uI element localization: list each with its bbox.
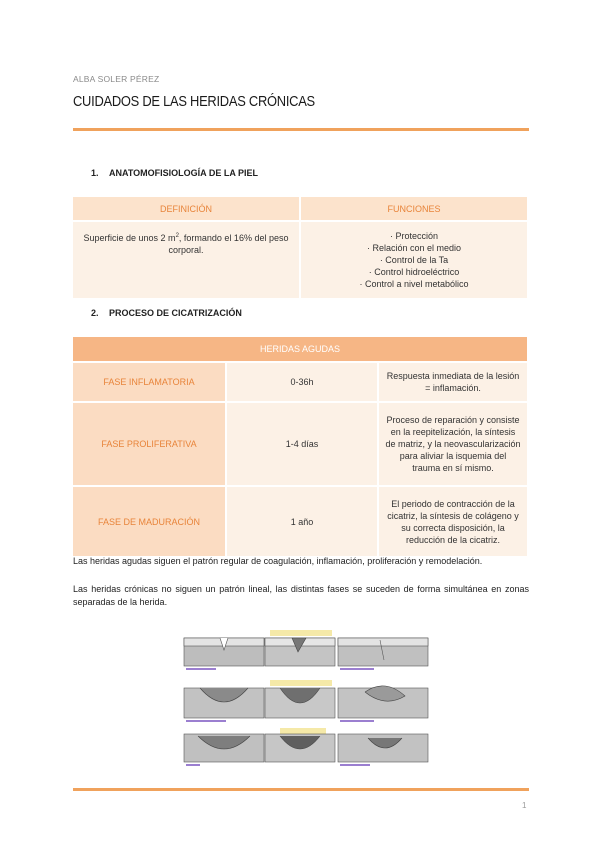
description-cell: El periodo de contracción de la cicatriz, la síntesis de colágeno y su correcta disposición, la reducción de la cicatriz. bbox=[379, 487, 527, 556]
definition-header: DEFINICIÓN bbox=[73, 197, 299, 220]
diagram-row-1 bbox=[184, 630, 428, 670]
function-item: · Control hidroeléctrico bbox=[368, 267, 460, 277]
table-row bbox=[73, 403, 527, 485]
functions-header: FUNCIONES bbox=[301, 197, 527, 220]
phase-cell: FASE INFLAMATORIA bbox=[73, 363, 225, 401]
table-row bbox=[73, 487, 527, 556]
duration-cell: 0-36h bbox=[227, 363, 377, 401]
skin-table bbox=[71, 195, 529, 300]
duration-cell: 1-4 días bbox=[227, 403, 377, 485]
document-title: CUIDADOS DE LAS HERIDAS CRÓNICAS bbox=[73, 93, 315, 110]
diagram-row-3 bbox=[184, 728, 428, 766]
top-divider bbox=[73, 128, 529, 131]
acute-wounds-header: HERIDAS AGUDAS bbox=[73, 337, 527, 361]
author-name: ALBA SOLER PÉREZ bbox=[73, 74, 160, 84]
description-cell: Respuesta inmediata de la lesión = inflamación. bbox=[379, 363, 527, 401]
function-item: · Control de la Ta bbox=[379, 255, 449, 265]
diagram-row-2 bbox=[184, 680, 428, 722]
function-item: · Relación con el medio bbox=[366, 243, 462, 253]
page-number: 1 bbox=[522, 801, 527, 810]
section-title: PROCESO DE CICATRIZACIÓN bbox=[109, 308, 242, 318]
definition-cell bbox=[73, 222, 299, 298]
section-heading-healing bbox=[91, 308, 242, 318]
functions-cell bbox=[301, 222, 527, 298]
phase-cell: FASE PROLIFERATIVA bbox=[73, 403, 225, 485]
wound-healing-diagram bbox=[180, 626, 440, 774]
healing-table bbox=[71, 335, 529, 558]
definition-text-rest: , formando el 16% del peso corporal. bbox=[168, 233, 289, 255]
definition-text: Superficie de unos 2 m bbox=[83, 233, 176, 243]
table-row bbox=[73, 363, 527, 401]
section-heading-anatomy bbox=[91, 168, 258, 178]
duration-cell: 1 año bbox=[227, 487, 377, 556]
paragraph-acute: Las heridas agudas siguen el patrón regular de coagulación, inflamación, proliferación y remodelación. bbox=[73, 556, 483, 566]
section-title: ANATOMOFISIOLOGÍA DE LA PIEL bbox=[109, 168, 259, 178]
section-number: 1. bbox=[91, 168, 99, 178]
paragraph-chronic: Las heridas crónicas no siguen un patrón lineal, las distintas fases se suceden de forma simultánea en zonas separadas de la herida. bbox=[73, 584, 529, 607]
function-item: · Protección bbox=[389, 231, 439, 241]
phase-cell: FASE DE MADURACIÓN bbox=[73, 487, 225, 556]
function-item: · Control a nivel metabólico bbox=[359, 279, 469, 289]
section-number: 2. bbox=[91, 308, 99, 318]
bottom-divider bbox=[73, 788, 529, 791]
superscript: 2 bbox=[175, 233, 179, 239]
description-cell: Proceso de reparación y consiste en la reepitelización, la síntesis de matriz, y la neovascularización para aliviar la isquemia del trauma en sí mismo. bbox=[379, 403, 527, 485]
